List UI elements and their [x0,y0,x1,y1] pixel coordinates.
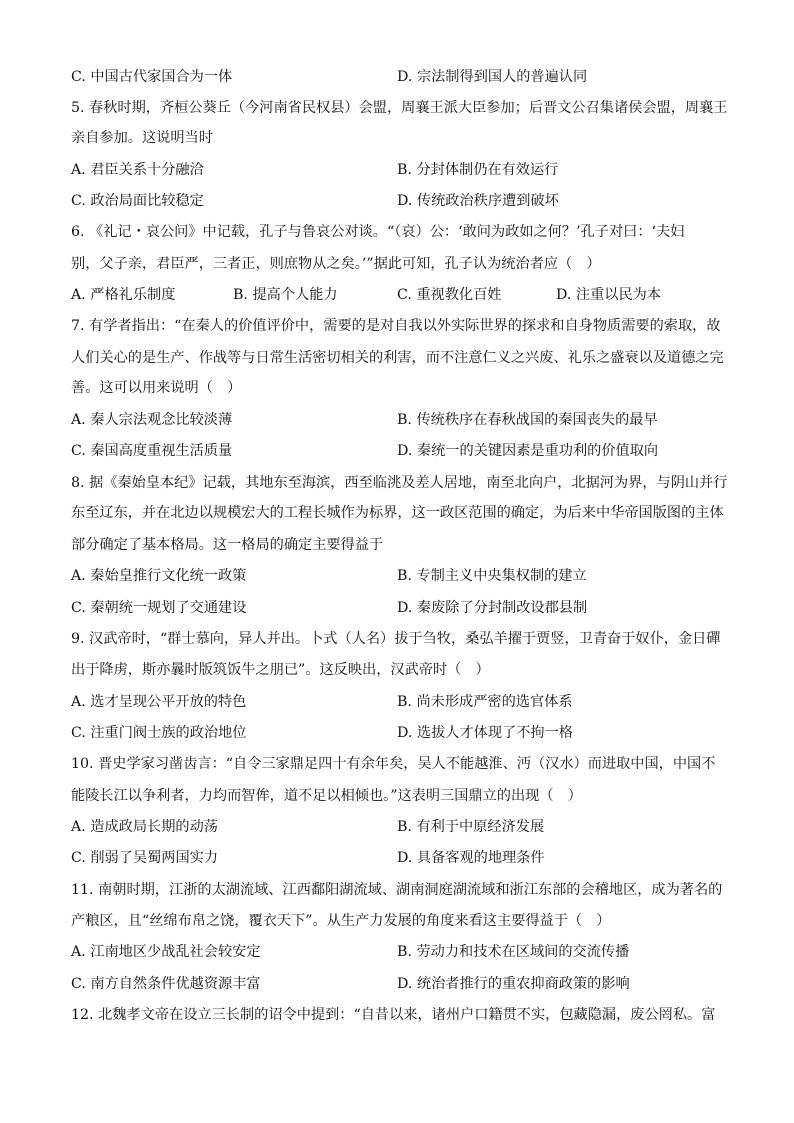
option: B. 传统秩序在春秋战国的秦国丧失的最早 [397,412,658,428]
option-row [71,942,731,962]
question-stem-line: 7. 有学者指出：“在秦人的价值评价中，需要的是对自我以外实际世界的探求和自身物质需要的索取，故 [71,318,721,334]
question-stem-line: 部分确定了基本格局。这一格局的确定主要得益于 [71,537,384,553]
option: A. 江南地区少战乱社会较安定 [71,944,261,960]
question-stem-line: 能陵长江以争利者，力均而智侔，道不足以相倾也。”这表明三国鼎立的出现（ ） [71,788,582,804]
question-stem-line: 东至辽东，并在北边以规模宏大的工程长城作为标界，这一政区范围的确定，为后来中华帝国版图的主体 [71,505,724,521]
option: C. 南方自然条件优越资源丰富 [71,976,261,992]
option: A. 秦人宗法观念比较淡薄 [71,412,233,428]
option-row [71,566,731,586]
option: D. 秦废除了分封制改设郡县制 [397,600,588,616]
question-stem-line: 9. 汉武帝时，“群士慕向，异人并出。卜式（人名）拔于刍牧，桑弘羊擢于贾竖，卫青奋于奴仆，金日磾 [71,631,721,647]
option: A. 君臣关系十分融洽 [71,162,204,178]
option: B. 分封体制仍在有效运行 [397,162,559,178]
option: C. 秦朝统一规划了交通建设 [71,600,247,616]
option-row [71,160,731,180]
option-row [71,441,731,461]
question-stem-line: 6. 《礼记・哀公问》中记载，孔子与鲁哀公对谈。“（哀）公：‘敢问为政如之何？’孔子对曰：‘夫妇 [71,224,685,240]
option: C. 政治局面比较稳定 [71,193,204,209]
question-stem-line: 出于降虏，斯亦曩时版筑饭牛之朋已”。这反映出，汉武帝时（ ） [71,662,490,678]
question-stem-line: 人们关心的是生产、作战等与日常生活密切相关的利害，而不注意仁义之兴废、礼乐之盛衰以及道德之完 [71,350,724,366]
question-stem-line: 10. 晋史学家习凿齿言：“自令三家鼎足四十有余年矣，吴人不能越淮、沔（汉水）而进取中国，中国不 [71,756,716,772]
option: A. 选才呈现公平开放的特色 [71,694,247,710]
option-row [71,191,731,211]
option-row [71,817,731,837]
question-stem-line: 产粮区，且“丝绵布帛之饶，覆衣天下”。从生产力发展的角度来看这主要得益于（ ） [71,913,611,929]
option: B. 有利于中原经济发展 [397,819,545,835]
option-row [71,723,731,743]
option: D. 宗法制得到国人的普遍认同 [397,69,588,85]
option: B. 劳动力和技术在区域间的交流传播 [397,944,630,960]
option: C. 重视教化百姓 [397,287,502,303]
question-stem-line: 11. 南朝时期，江浙的太湖流域、江西鄱阳湖流域、湖南洞庭湖流域和浙江东部的会稽地区，成为著名的 [71,882,723,898]
option: D. 秦统一的关键因素是重功利的价值取向 [397,443,659,459]
option: A. 秦始皇推行文化统一政策 [71,568,247,584]
option: D. 传统政治秩序遭到破坏 [397,193,559,209]
option: B. 提高个人能力 [233,287,338,303]
option: D. 选拔人才体现了不拘一格 [397,725,573,741]
question-stem-line: 善。这可以用来说明（ ） [71,380,242,396]
option: B. 专制主义中央集权制的建立 [397,568,587,584]
question-stem-line: 12. 北魏孝文帝在设立三长制的诏令中提到：“自昔以来，诸州户口籍贯不实，包藏隐漏，废公罔私。富 [71,1007,716,1023]
option: D. 统治者推行的重农抑商政策的影响 [397,976,630,992]
option-row [71,692,731,712]
option-row [71,974,731,994]
option: A. 造成政局长期的动荡 [71,819,218,835]
question-stem-line: 8. 据《秦始皇本纪》记载，其地东至海滨，西至临洮及差人居地，南至北向户，北据河为界，与阴山并行 [71,475,728,491]
question-stem-line: 别，父子亲，君臣严，三者正，则庶物从之矣。’”据此可知，孔子认为统治者应（ ） [71,256,601,272]
option: D. 注重以民为本 [556,287,662,303]
option-row [71,410,731,430]
question-stem-line: 亲自参加。这说明当时 [71,130,213,146]
option-row [71,67,731,87]
option-row [71,285,731,305]
question-stem-line: 5. 春秋时期，齐桓公葵丘（今河南省民权县）会盟，周襄王派大臣参加；后晋文公召集诸侯会盟，周襄王 [71,100,728,116]
option-row [71,848,731,868]
option: D. 具备客观的地理条件 [397,850,545,866]
option: C. 削弱了吴蜀两国实力 [71,850,219,866]
option: C. 秦国高度重视生活质量 [71,443,233,459]
option: B. 尚未形成严密的选官体系 [397,694,573,710]
option: C. 注重门阀士族的政治地位 [71,725,247,741]
option: A. 严格礼乐制度 [71,287,176,303]
option-row [71,598,731,618]
option: C. 中国古代家国合为一体 [71,69,233,85]
